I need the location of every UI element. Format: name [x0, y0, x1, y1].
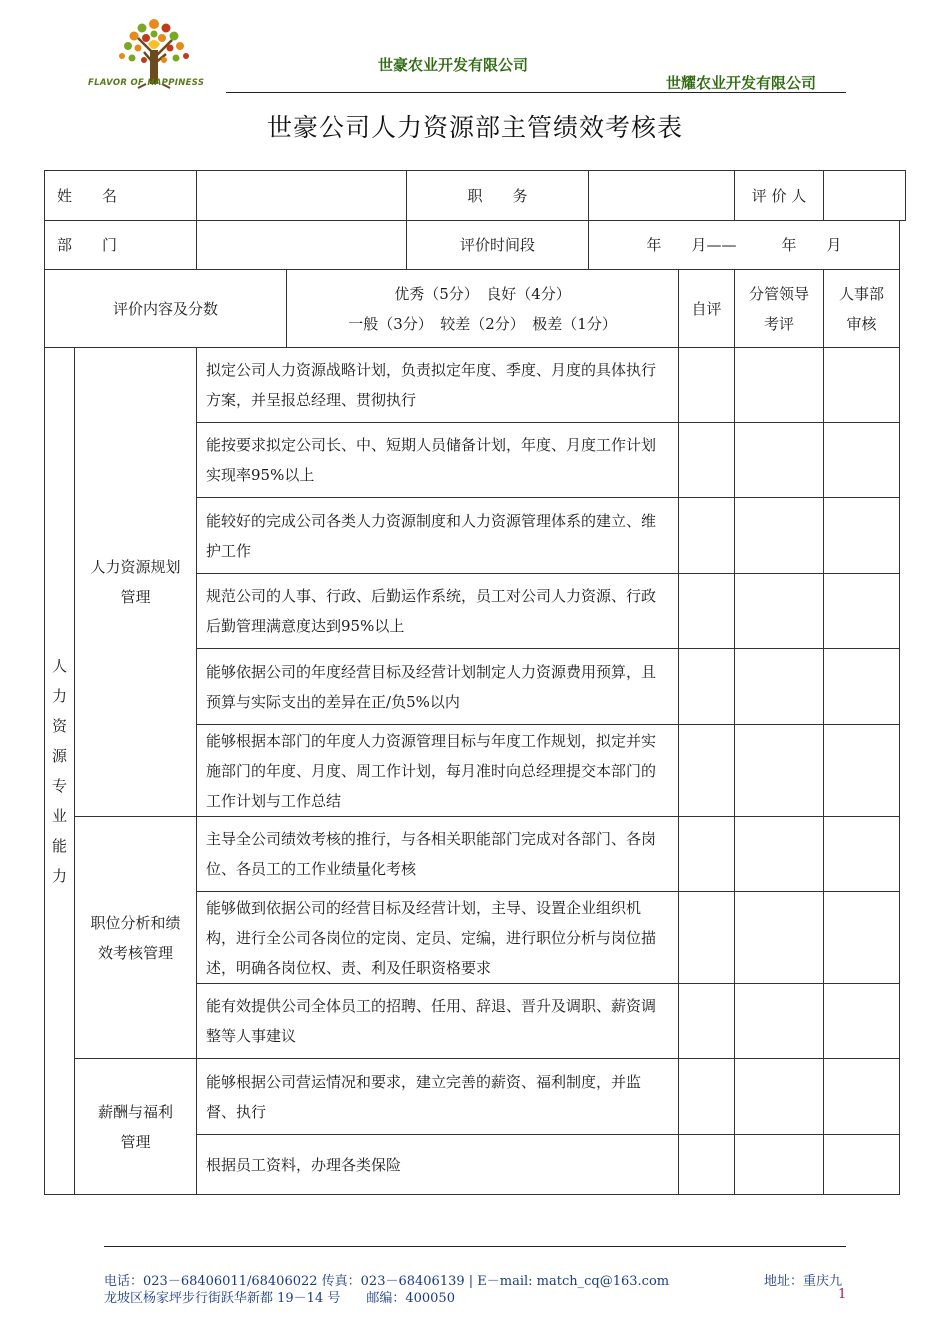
main-category-char: 力: [51, 687, 67, 705]
leader-score-cell[interactable]: [735, 817, 824, 892]
evaluation-form-table: [44, 170, 906, 1195]
self-score-cell[interactable]: [679, 892, 735, 984]
self-score-cell[interactable]: [679, 984, 735, 1059]
main-category-char: 源: [51, 747, 67, 765]
group-label-line-1: 薪酬与福利: [98, 1102, 174, 1121]
score-scale-line-1: 优秀（5分） 良好（4分）: [394, 284, 571, 303]
dept-label: 部 门: [45, 221, 197, 270]
hr-review-header-line-1: 人事部: [839, 284, 885, 303]
leader-score-cell[interactable]: [735, 423, 824, 498]
group-label-line-2: 管理: [120, 1132, 151, 1151]
self-score-cell[interactable]: [679, 348, 735, 423]
leader-score-cell[interactable]: [735, 984, 824, 1059]
page-number: 1: [838, 1287, 847, 1302]
footer-address-label: 地址：重庆九: [764, 1274, 843, 1289]
hr-review-cell[interactable]: [824, 423, 900, 498]
period-label: 评价时间段: [407, 221, 589, 270]
group-label-line-1: 职位分析和绩: [90, 913, 181, 932]
self-score-cell[interactable]: [679, 1135, 735, 1195]
group-label-compensation: [75, 1059, 197, 1195]
page-title: 世豪公司人力资源部主管绩效考核表: [266, 113, 683, 142]
evaluator-input-cell[interactable]: [824, 171, 906, 221]
leader-eval-header-line-2: 考评: [764, 314, 795, 333]
leader-score-cell[interactable]: [735, 574, 824, 649]
name-label: 姓 名: [45, 171, 197, 221]
criterion-text: 规范公司的人事、行政、后勤运作系统，员工对公司人力资源、行政后勤管理满意度达到95%以上: [197, 574, 679, 649]
header-divider: [226, 92, 846, 93]
group-label-line-2: 管理: [120, 588, 151, 606]
leader-score-cell[interactable]: [735, 725, 824, 817]
group-label-line-1: 人力资源规划: [90, 558, 181, 576]
position-label: 职 务: [407, 171, 589, 221]
main-category-char: 专: [51, 777, 67, 795]
hr-review-cell[interactable]: [824, 574, 900, 649]
criteria-row: [45, 348, 906, 423]
footer-divider: [104, 1246, 846, 1247]
evaluator-label: 评 价 人: [735, 171, 824, 221]
group-label-line-2: 效考核管理: [98, 943, 174, 962]
leader-eval-header-line-1: 分管领导: [749, 284, 810, 303]
leader-score-cell[interactable]: [735, 348, 824, 423]
dept-input-cell[interactable]: [197, 221, 407, 270]
self-score-cell[interactable]: [679, 498, 735, 574]
self-score-cell[interactable]: [679, 423, 735, 498]
criterion-text: 能有效提供公司全体员工的招聘、任用、辞退、晋升及调职、薪资调整等人事建议: [197, 984, 679, 1059]
hr-review-cell[interactable]: [824, 892, 900, 984]
company-name-right: 世耀农业开发有限公司: [666, 74, 817, 92]
hr-review-cell[interactable]: [824, 649, 900, 725]
hr-review-cell[interactable]: [824, 1059, 900, 1135]
criterion-text: 能按要求拟定公司长、中、短期人员储备计划，年度、月度工作计划实现率95%以上: [197, 423, 679, 498]
criteria-row: [45, 817, 906, 892]
criterion-text: 拟定公司人力资源战略计划，负责拟定年度、季度、月度的具体执行方案，并呈报总经理、贯彻执行: [197, 348, 679, 423]
leader-score-cell[interactable]: [735, 498, 824, 574]
name-input-cell[interactable]: [197, 171, 407, 221]
criteria-row: [45, 1059, 906, 1135]
hr-review-cell[interactable]: [824, 1135, 900, 1195]
self-score-cell[interactable]: [679, 817, 735, 892]
criterion-text: 能较好的完成公司各类人力资源制度和人力资源管理体系的建立、维护工作: [197, 498, 679, 574]
main-category-char: 能: [51, 837, 67, 855]
leader-score-cell[interactable]: [735, 892, 824, 984]
score-scale: [287, 270, 679, 348]
self-score-cell[interactable]: [679, 574, 735, 649]
leader-score-cell[interactable]: [735, 1135, 824, 1195]
main-category-char: 人: [51, 657, 67, 675]
criterion-text: 根据员工资料，办理各类保险: [197, 1135, 679, 1195]
hr-review-cell[interactable]: [824, 817, 900, 892]
main-category-label: [45, 348, 75, 1195]
hr-review-cell[interactable]: [824, 984, 900, 1059]
criterion-text: 能够依据公司的年度经营目标及经营计划制定人力资源费用预算，且预算与实际支出的差异在正/负5%以内: [197, 649, 679, 725]
criterion-text: 能够根据本部门的年度人力资源管理目标与年度工作规划，拟定并实施部门的年度、月度、周工作计划，每月准时向总经理提交本部门的工作计划与工作总结: [197, 725, 679, 817]
company-name-center: 世豪农业开发有限公司: [378, 56, 529, 74]
self-eval-header: 自评: [679, 270, 735, 348]
hr-review-cell[interactable]: [824, 725, 900, 817]
leader-score-cell[interactable]: [735, 649, 824, 725]
main-category-char: 业: [51, 807, 67, 825]
group-label-job-analysis: [75, 817, 197, 1059]
hr-review-cell[interactable]: [824, 348, 900, 423]
footer-contact: 电话：023－68406011/68406022 传真：023－68406139 | E－mail: match_cq@163.com: [104, 1274, 670, 1289]
footer-address-line: 龙坡区杨家坪步行街跃华新都 19－14 号 邮编：400050: [104, 1291, 455, 1306]
criterion-text: 主导全公司绩效考核的推行，与各相关职能部门完成对各部门、各岗位、各员工的工作业绩量化考核: [197, 817, 679, 892]
period-value[interactable]: 年 月—— 年 月: [589, 221, 900, 270]
criterion-text: 能够做到依据公司的经营目标及经营计划，主导、设置企业组织机构，进行全公司各岗位的定岗、定员、定编，进行职位分析与岗位描述，明确各岗位权、责、利及任职资格要求: [197, 892, 679, 984]
self-score-cell[interactable]: [679, 1059, 735, 1135]
info-row-1: [45, 171, 906, 221]
info-row-2: [45, 221, 906, 270]
self-score-cell[interactable]: [679, 649, 735, 725]
leader-score-cell[interactable]: [735, 1059, 824, 1135]
main-category-char: 力: [51, 867, 67, 885]
hr-review-header-line-2: 审核: [846, 314, 877, 333]
score-scale-line-2: 一般（3分） 较差（2分） 极差（1分）: [348, 314, 617, 333]
scale-header-row: [45, 270, 906, 348]
scale-label: 评价内容及分数: [45, 270, 287, 348]
main-category-char: 资: [51, 717, 67, 735]
position-input-cell[interactable]: [589, 171, 735, 221]
hr-review-cell[interactable]: [824, 498, 900, 574]
logo-text: FLAVOR OF HAPPINESS: [88, 78, 205, 88]
group-label-planning: [75, 348, 197, 817]
page-header: [0, 0, 950, 100]
self-score-cell[interactable]: [679, 725, 735, 817]
hr-review-header: [824, 270, 900, 348]
leader-eval-header: [735, 270, 824, 348]
criterion-text: 能够根据公司营运情况和要求，建立完善的薪资、福利制度，并监督、执行: [197, 1059, 679, 1135]
